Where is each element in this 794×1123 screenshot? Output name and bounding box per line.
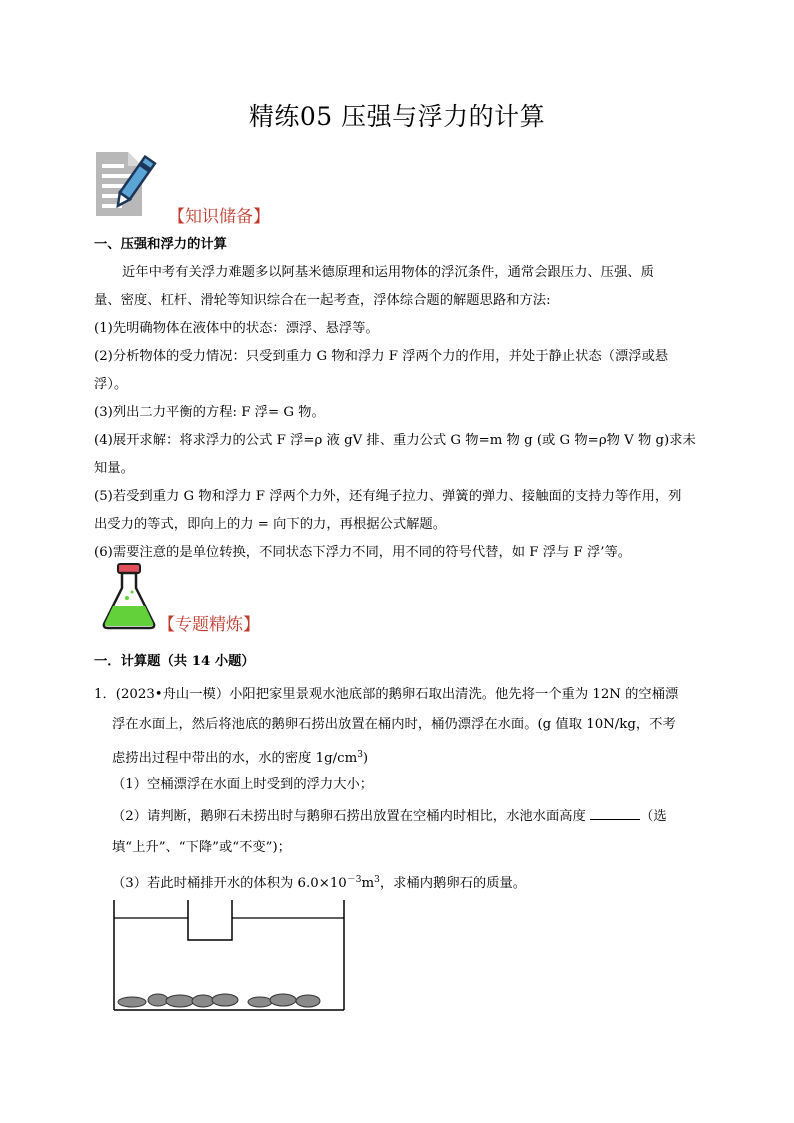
pond-diagram (108, 898, 350, 1013)
knowledge-step5-line1: (5)若受到重力 G 物和浮力 F 浮两个力外，还有绳子拉力、弹簧的弹力、接触面的支持力等作用，列 (94, 489, 682, 504)
bucket (188, 900, 232, 940)
knowledge-step1: (1)先明确物体在液体中的状态：漂浮、悬浮等。 (94, 321, 379, 336)
q1-sub1: （1）空桶漂浮在水面上时受到的浮力大小； (112, 777, 374, 792)
q1-line2: 浮在水面上，然后将池底的鹅卵石捞出放置在桶内时，桶仍漂浮在水面。(g 值取 10N/kg，不考 (112, 717, 676, 732)
page-title: 精练05 压强与浮力的计算 (248, 102, 546, 131)
knowledge-intro-line1: 近年中考有关浮力难题多以阿基米德原理和运用物体的浮沉条件，通常会跟压力、压强、质 (122, 265, 654, 280)
practice-heading: 一．计算题（共 14 小题） (94, 654, 255, 669)
q1-sub3: （3）若此时桶排开水的体积为 $6.0\times 10^{-3}m^3$，求桶内鹅卵石的质量。 (112, 875, 527, 891)
q1-sub2: （2）请判断，鹅卵石未捞出时与鹅卵石捞出放置在空桶内时相比，水池水面高度 （选 (112, 809, 667, 824)
pebbles (118, 994, 320, 1007)
knowledge-step3: (3)列出二力平衡的方程: F 浮= G 物。 (94, 405, 325, 420)
section-label-practice: 【专题精炼】 (158, 615, 260, 635)
section-label-knowledge: 【知识储备】 (168, 207, 270, 227)
knowledge-step2-line2: 浮）。 (94, 377, 128, 392)
flask-icon (100, 562, 160, 632)
q1-line1: 1．(2023•舟山一模）小阳把家里景观水池底部的鹅卵石取出清洗。他先将一个重为 12N 的空桶漂 (94, 687, 679, 702)
knowledge-step5-line2: 出受力的等式，即向上的力 = 向下的力，再根据公式解题。 (94, 517, 447, 532)
knowledge-step2-line1: (2)分析物体的受力情况：只受到重力 G 物和浮力 F 浮两个力的作用，并处于静止状态（漂浮或悬 (94, 349, 669, 364)
knowledge-intro-line2: 量、密度、杠杆、滑轮等知识综合在一起考查，浮体综合题的解题思路和方法: (94, 293, 551, 308)
knowledge-step4-line2: 知量。 (94, 461, 134, 476)
knowledge-heading: 一、压强和浮力的计算 (94, 237, 227, 252)
knowledge-step6: (6)需要注意的是单位转换，不同状态下浮力不同，用不同的符号代替，如 F 浮与 F 浮’等。 (94, 545, 632, 560)
q1-sub2-line2: 填“上升”、“下降”或“不变”)； (112, 840, 291, 855)
document-pen-icon (94, 150, 170, 220)
q1-line3: 虑捞出过程中带出的水，水的密度 $1g/cm^3$) (112, 750, 369, 766)
answer-blank[interactable] (590, 807, 640, 820)
knowledge-step4-line1: (4)展开求解：将求浮力的公式 F 浮=ρ 液 gV 排、重力公式 G 物=m 物 g (或 G 物=ρ物 V 物 g)求未 (94, 433, 696, 448)
